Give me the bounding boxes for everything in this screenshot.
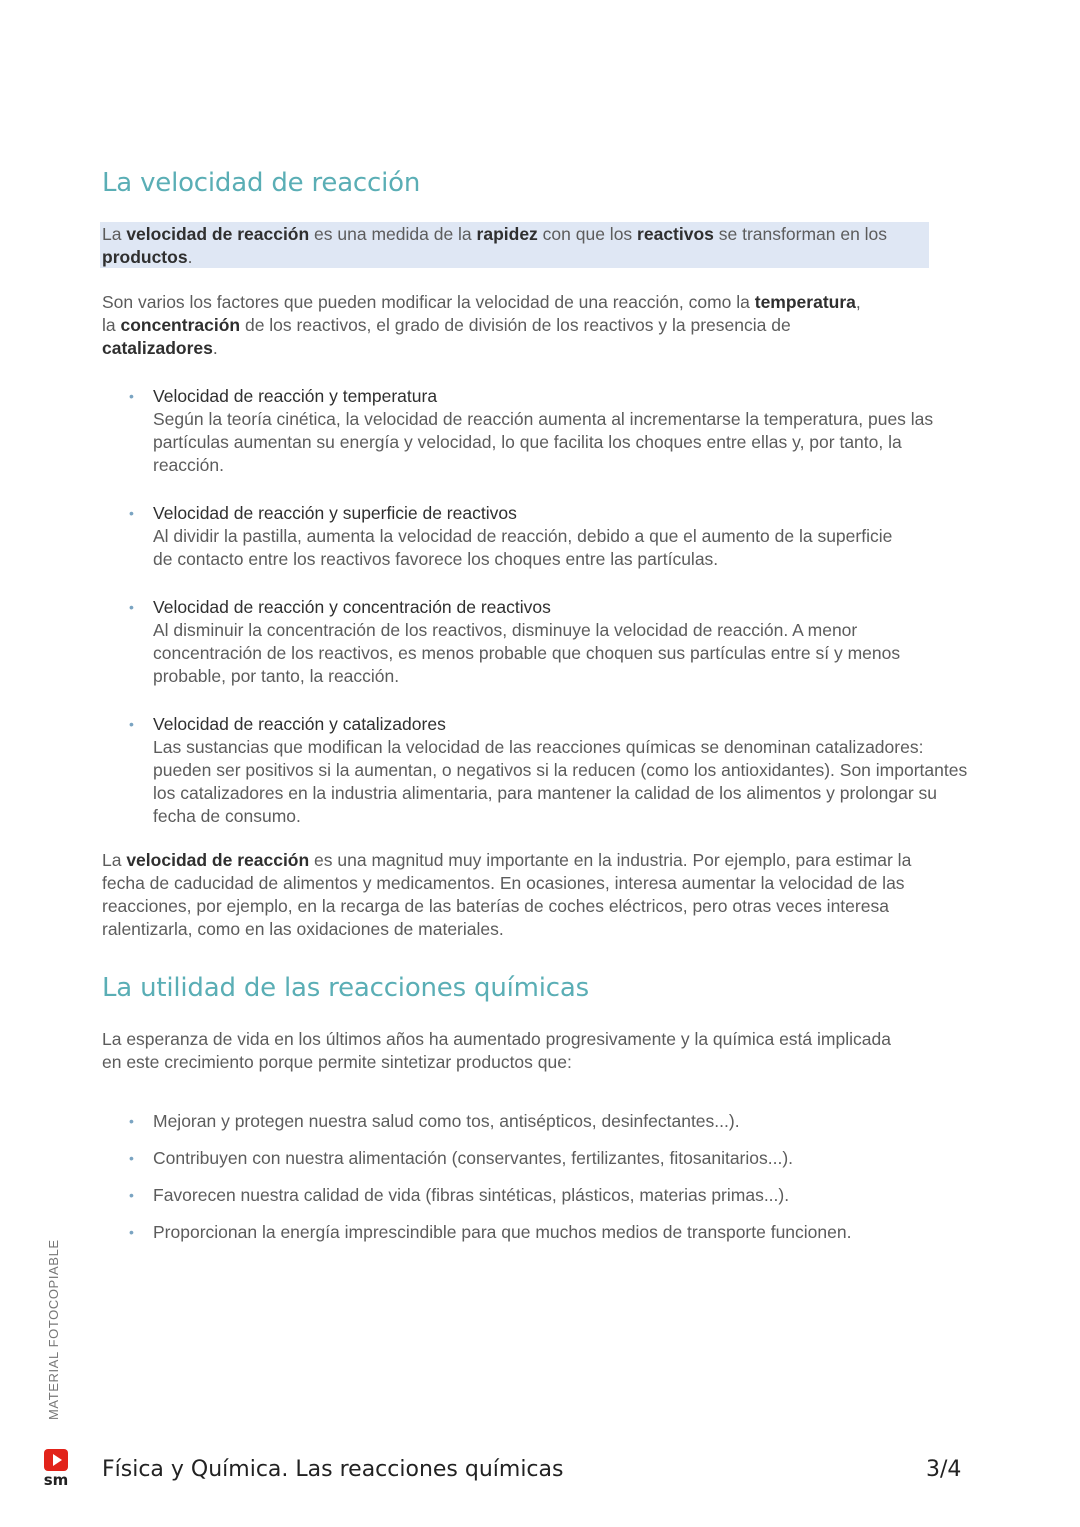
utilidad-item-alimentacion: [129, 1147, 973, 1170]
text-run: Son varios los factores que pueden modificar la velocidad de una reacción, como la: [102, 292, 755, 312]
bullet-text: Contribuyen con nuestra alimentación (conservantes, fertilizantes, fitosanitarios...).: [153, 1148, 794, 1168]
text-run: La: [102, 850, 127, 870]
sidebar-label: MATERIAL FOTOCOPIABLE: [46, 1239, 61, 1420]
bold-term: velocidad de reacción: [126, 224, 310, 244]
footer-title: Física y Química. Las reacciones químicas: [102, 1457, 564, 1482]
utilidad-item-salud: [129, 1110, 973, 1133]
bullet-text: Mejoran y protegen nuestra salud como tos, antisépticos, desinfectantes...).: [153, 1111, 740, 1131]
logo-text: sm: [43, 1471, 69, 1489]
section-heading-velocidad: La velocidad de reacción: [102, 168, 421, 198]
text-run: de los reactivos, el grado de división de los reactivos y la presencia de: [240, 315, 791, 335]
text-run: se transforman en los: [713, 224, 888, 244]
bullet-dot-icon: •: [129, 1150, 134, 1166]
bullet-title: Velocidad de reacción y superficie de reactivos: [153, 503, 517, 523]
definition-paragraph: [102, 223, 902, 269]
bold-term: rapidez: [476, 224, 538, 244]
bullet-dot-icon: •: [129, 505, 134, 521]
bold-term: concentración: [120, 315, 241, 335]
bold-term: velocidad de reacción: [126, 850, 310, 870]
text-run: .: [212, 338, 218, 358]
text-run: , la: [102, 292, 861, 335]
bullet-text: Favorecen nuestra calidad de vida (fibras sintéticas, plásticos, materias primas...).: [153, 1185, 790, 1205]
bullet-superficie: [129, 502, 913, 571]
bullet-text: Proporcionan la energía imprescindible para que muchos medios de transporte funcionen.: [153, 1222, 852, 1242]
bullet-dot-icon: •: [129, 599, 134, 615]
page-number: 3/4: [926, 1457, 962, 1482]
bullet-dot-icon: •: [129, 716, 134, 732]
bullet-title: Velocidad de reacción y temperatura: [153, 386, 438, 406]
factors-paragraph: [102, 291, 872, 360]
bullet-title: Velocidad de reacción y catalizadores: [153, 714, 446, 734]
bullet-dot-icon: •: [129, 388, 134, 404]
utilidad-item-energia: [129, 1221, 863, 1244]
bold-term: catalizadores: [102, 338, 213, 358]
text-run: con que los: [537, 224, 638, 244]
bullet-concentracion: [129, 596, 953, 688]
sm-logo: [41, 1449, 71, 1489]
play-icon: [44, 1449, 68, 1471]
bullet-text: Según la teoría cinética, la velocidad de reacción aumenta al incrementarse la temperatura, pues las partículas aumentan su energía y velocidad, lo que facilita los choques entre ellas y, por tanto, la reacción.: [153, 409, 934, 475]
bullet-temperatura: [129, 385, 958, 477]
bold-term: productos: [102, 247, 188, 267]
bullet-dot-icon: •: [129, 1113, 134, 1129]
bullet-dot-icon: •: [129, 1187, 134, 1203]
importance-paragraph: [102, 849, 947, 941]
bullet-dot-icon: •: [129, 1224, 134, 1240]
text-run: La: [102, 224, 127, 244]
bold-term: reactivos: [637, 224, 714, 244]
text-run: es una magnitud muy importante en la industria. Por ejemplo, para estimar la fecha de caducidad de alimentos y medicamentos. En ocasiones, interesa aumentar la velocidad de las reacciones, por ejemplo, en la recarga de las baterías de coches eléctricos, pero otras veces interesa ralentizarla, como en las oxidaciones de materiales.: [102, 850, 912, 939]
bullet-text: Al disminuir la concentración de los reactivos, disminuye la velocidad de reacción. A menor concentración de los reactivos, es menos probable que choquen sus partículas entre sí y menos probable, por tanto, la reacción.: [153, 620, 901, 686]
bullet-text: Las sustancias que modifican la velocidad de las reacciones químicas se denominan catalizadores: pueden ser positivos si la aumentan, o negativos si la reducen (como los antioxidantes). Son importantes los catalizadores en la industria alimentaria, para mantener la calidad de los alimentos y prolongar su fecha de consumo.: [153, 737, 968, 826]
bullet-text: Al dividir la pastilla, aumenta la velocidad de reacción, debido a que el aumento de la superficie de contacto entre los reactivos favorece los choques entre las partículas.: [153, 526, 893, 569]
bold-term: temperatura: [754, 292, 856, 312]
section-heading-utilidad: La utilidad de las reacciones químicas: [102, 973, 589, 1003]
text-run: es una medida de la: [309, 224, 477, 244]
utilidad-item-calidad: [129, 1184, 973, 1207]
text-run: .: [187, 247, 193, 267]
bullet-catalizadores: [129, 713, 973, 828]
utilidad-intro: La esperanza de vida en los últimos años ha aumentado progresivamente y la química está implicada en este crecimiento porque permite sintetizar productos que:: [102, 1029, 891, 1072]
bullet-title: Velocidad de reacción y concentración de reactivos: [153, 597, 551, 617]
